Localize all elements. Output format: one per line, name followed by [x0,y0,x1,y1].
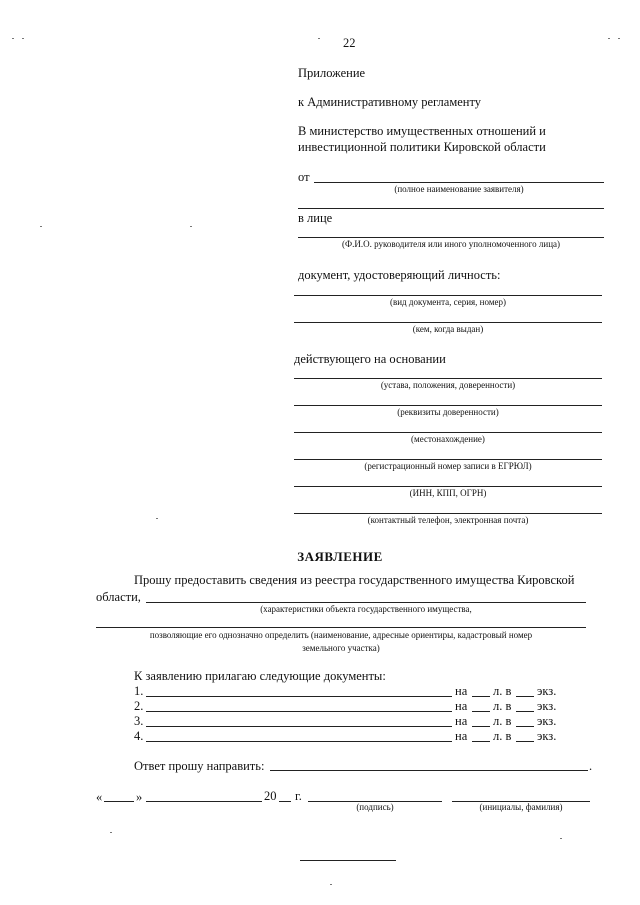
attachment-copies-line[interactable] [516,696,534,697]
attachment-number: 2. [134,699,144,713]
regulation-ref: к Административному регламенту [298,95,482,109]
closing-separator [300,860,396,861]
basis-line-2[interactable] [294,405,602,406]
id-doc-caption-2: (кем, когда выдан) [412,324,484,334]
scan-speck [40,226,42,227]
basis-caption-1: (устава, положения, доверенности) [380,380,516,390]
scan-speck [156,518,158,519]
scan-speck [110,832,112,833]
attachment-ekz: экз. [537,729,557,743]
object-caption: (характеристики объекта государственного имущества, [260,604,472,614]
id-doc-caption-1: (вид документа, серия, номер) [389,297,507,307]
date-open-quote: « [96,790,103,804]
object-caption-2: позволяющие его однозначно определить (наименование, адресные ориентиры, кадастровый номер [149,630,533,640]
date-day-line[interactable] [104,801,134,802]
from-field-line-2[interactable] [298,208,604,209]
attachment-copies-line[interactable] [516,711,534,712]
person-label: в лице [298,211,333,225]
attachment-lv: л. в [493,684,512,698]
scan-speck [22,38,24,39]
attachment-lv: л. в [493,699,512,713]
object-field-line-2[interactable] [96,627,586,628]
date-year-line[interactable] [279,801,291,802]
request-line-2-prefix: области, [96,590,141,604]
attachment-ekz: экз. [537,699,557,713]
basis-line-5[interactable] [294,486,602,487]
object-caption-3: земельного участка) [302,643,380,653]
basis-line-4[interactable] [294,459,602,460]
attachment-name-line[interactable] [146,711,452,712]
reply-label: Ответ прошу направить: [134,759,265,773]
attachment-copies-line[interactable] [516,726,534,727]
appendix-title: Приложение [298,66,366,80]
attachment-pages-line[interactable] [472,726,490,727]
attachment-copies-line[interactable] [516,741,534,742]
basis-caption-5: (ИНН, КПП, ОГРН) [409,488,487,498]
scan-speck [560,838,562,839]
attachment-pages-line[interactable] [472,741,490,742]
from-field-line[interactable] [314,182,604,183]
basis-label: действующего на основании [294,352,446,366]
attachment-number: 1. [134,684,144,698]
scan-speck [330,884,332,885]
scan-speck [618,38,620,39]
attachment-number: 3. [134,714,144,728]
date-close-quote: » [136,790,143,804]
id-doc-label: документ, удостоверяющий личность: [298,268,501,282]
id-doc-line-1[interactable] [294,295,602,296]
basis-line-6[interactable] [294,513,602,514]
from-label: от [298,170,310,184]
basis-caption-2: (реквизиты доверенности) [397,407,499,417]
id-doc-line-2[interactable] [294,322,602,323]
statement-title: ЗАЯВЛЕНИЕ [297,549,383,564]
ministry-line-2: инвестиционной политики Кировской области [298,140,546,154]
attachments-intro: К заявлению прилагаю следующие документы: [134,669,386,683]
initials-caption: (инициалы, фамилия) [479,802,563,812]
attachment-name-line[interactable] [146,741,452,742]
date-month-line[interactable] [146,801,262,802]
attachment-name-line[interactable] [146,726,452,727]
attachment-na: на [455,684,468,698]
attachment-pages-line[interactable] [472,696,490,697]
basis-caption-3: (местонахождение) [411,434,485,444]
basis-caption-4: (регистрационный номер записи в ЕГРЮЛ) [364,461,532,471]
attachment-lv: л. в [493,729,512,743]
attachment-lv: л. в [493,714,512,728]
attachment-na: на [455,714,468,728]
basis-caption-6: (контактный телефон, электронная почта) [367,515,529,525]
basis-line-1[interactable] [294,378,602,379]
scan-speck [608,38,610,39]
request-line-1: Прошу предоставить сведения из реестра государственного имущества Кировской [134,573,575,587]
attachment-ekz: экз. [537,714,557,728]
reply-field-line[interactable] [270,770,588,771]
reply-end-dot: . [589,759,593,773]
basis-line-3[interactable] [294,432,602,433]
person-field-line[interactable] [298,237,604,238]
date-year-suffix: г. [295,789,302,803]
date-year-prefix: 20 [264,789,277,803]
attachment-number: 4. [134,729,144,743]
signature-caption: (подпись) [356,802,394,812]
scan-speck [190,226,192,227]
attachment-pages-line[interactable] [472,711,490,712]
attachment-ekz: экз. [537,684,557,698]
attachment-na: на [455,729,468,743]
object-field-line[interactable] [146,602,586,603]
scan-speck [12,38,14,39]
attachment-na: на [455,699,468,713]
page-number: 22 [343,36,356,50]
ministry-line-1: В министерство имущественных отношений и [298,124,546,138]
person-caption: (Ф.И.О. руководителя или иного уполномоченного лица) [341,239,561,249]
from-caption: (полное наименование заявителя) [394,184,524,194]
scan-speck [318,38,320,39]
attachment-name-line[interactable] [146,696,452,697]
